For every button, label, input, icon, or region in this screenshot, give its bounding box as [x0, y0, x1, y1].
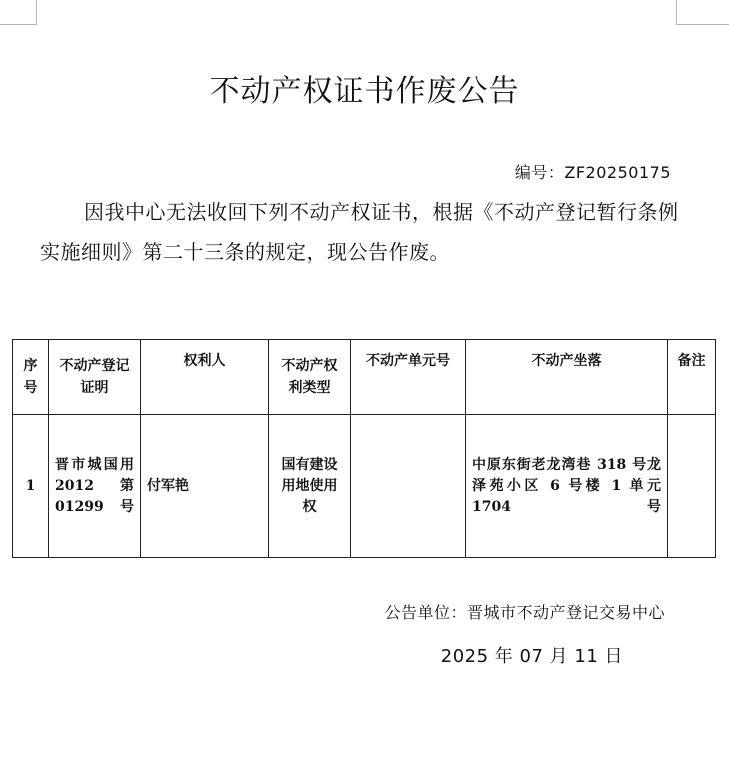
cell-note [668, 415, 716, 558]
header-unit-number: 不动产单元号 [351, 340, 466, 415]
header-certificate: 不动产登记证明 [49, 340, 141, 415]
certificate-table [12, 339, 716, 558]
header-holder: 权利人 [141, 340, 269, 415]
issue-date: 2025 年 07 月 11 日 [440, 646, 623, 667]
page-corner-mark-top-right [676, 0, 729, 25]
header-note: 备注 [668, 340, 716, 415]
page-title: 不动产权证书作废公告 [209, 74, 520, 109]
cell-certificate: 晋市城国用 2012 第 01299 号 [49, 415, 141, 558]
issuing-unit: 公告单位：晋城市不动产登记交易中心 [384, 603, 665, 622]
table-row [13, 415, 716, 558]
cell-holder: 付军艳 [141, 415, 269, 558]
header-location: 不动产坐落 [466, 340, 668, 415]
page-corner-mark-top-left [0, 0, 37, 25]
document-number: 编号：ZF20250175 [514, 163, 671, 182]
header-right-type: 不动产权利类型 [269, 340, 351, 415]
header-seq: 序号 [13, 340, 49, 415]
cell-location: 中原东街老龙湾巷 318 号龙泽苑小区 6 号楼 1 单元 1704 号 [466, 415, 668, 558]
announcement-paragraph: 因我中心无法收回下列不动产权证书，根据《不动产登记暂行条例实施细则》第二十三条的规定，现公告作废。 [40, 200, 679, 264]
cell-unit-number [351, 415, 466, 558]
cell-right-type: 国有建设用地使用权 [269, 415, 351, 558]
cell-seq: 1 [13, 415, 49, 558]
table-header-row [13, 340, 716, 415]
